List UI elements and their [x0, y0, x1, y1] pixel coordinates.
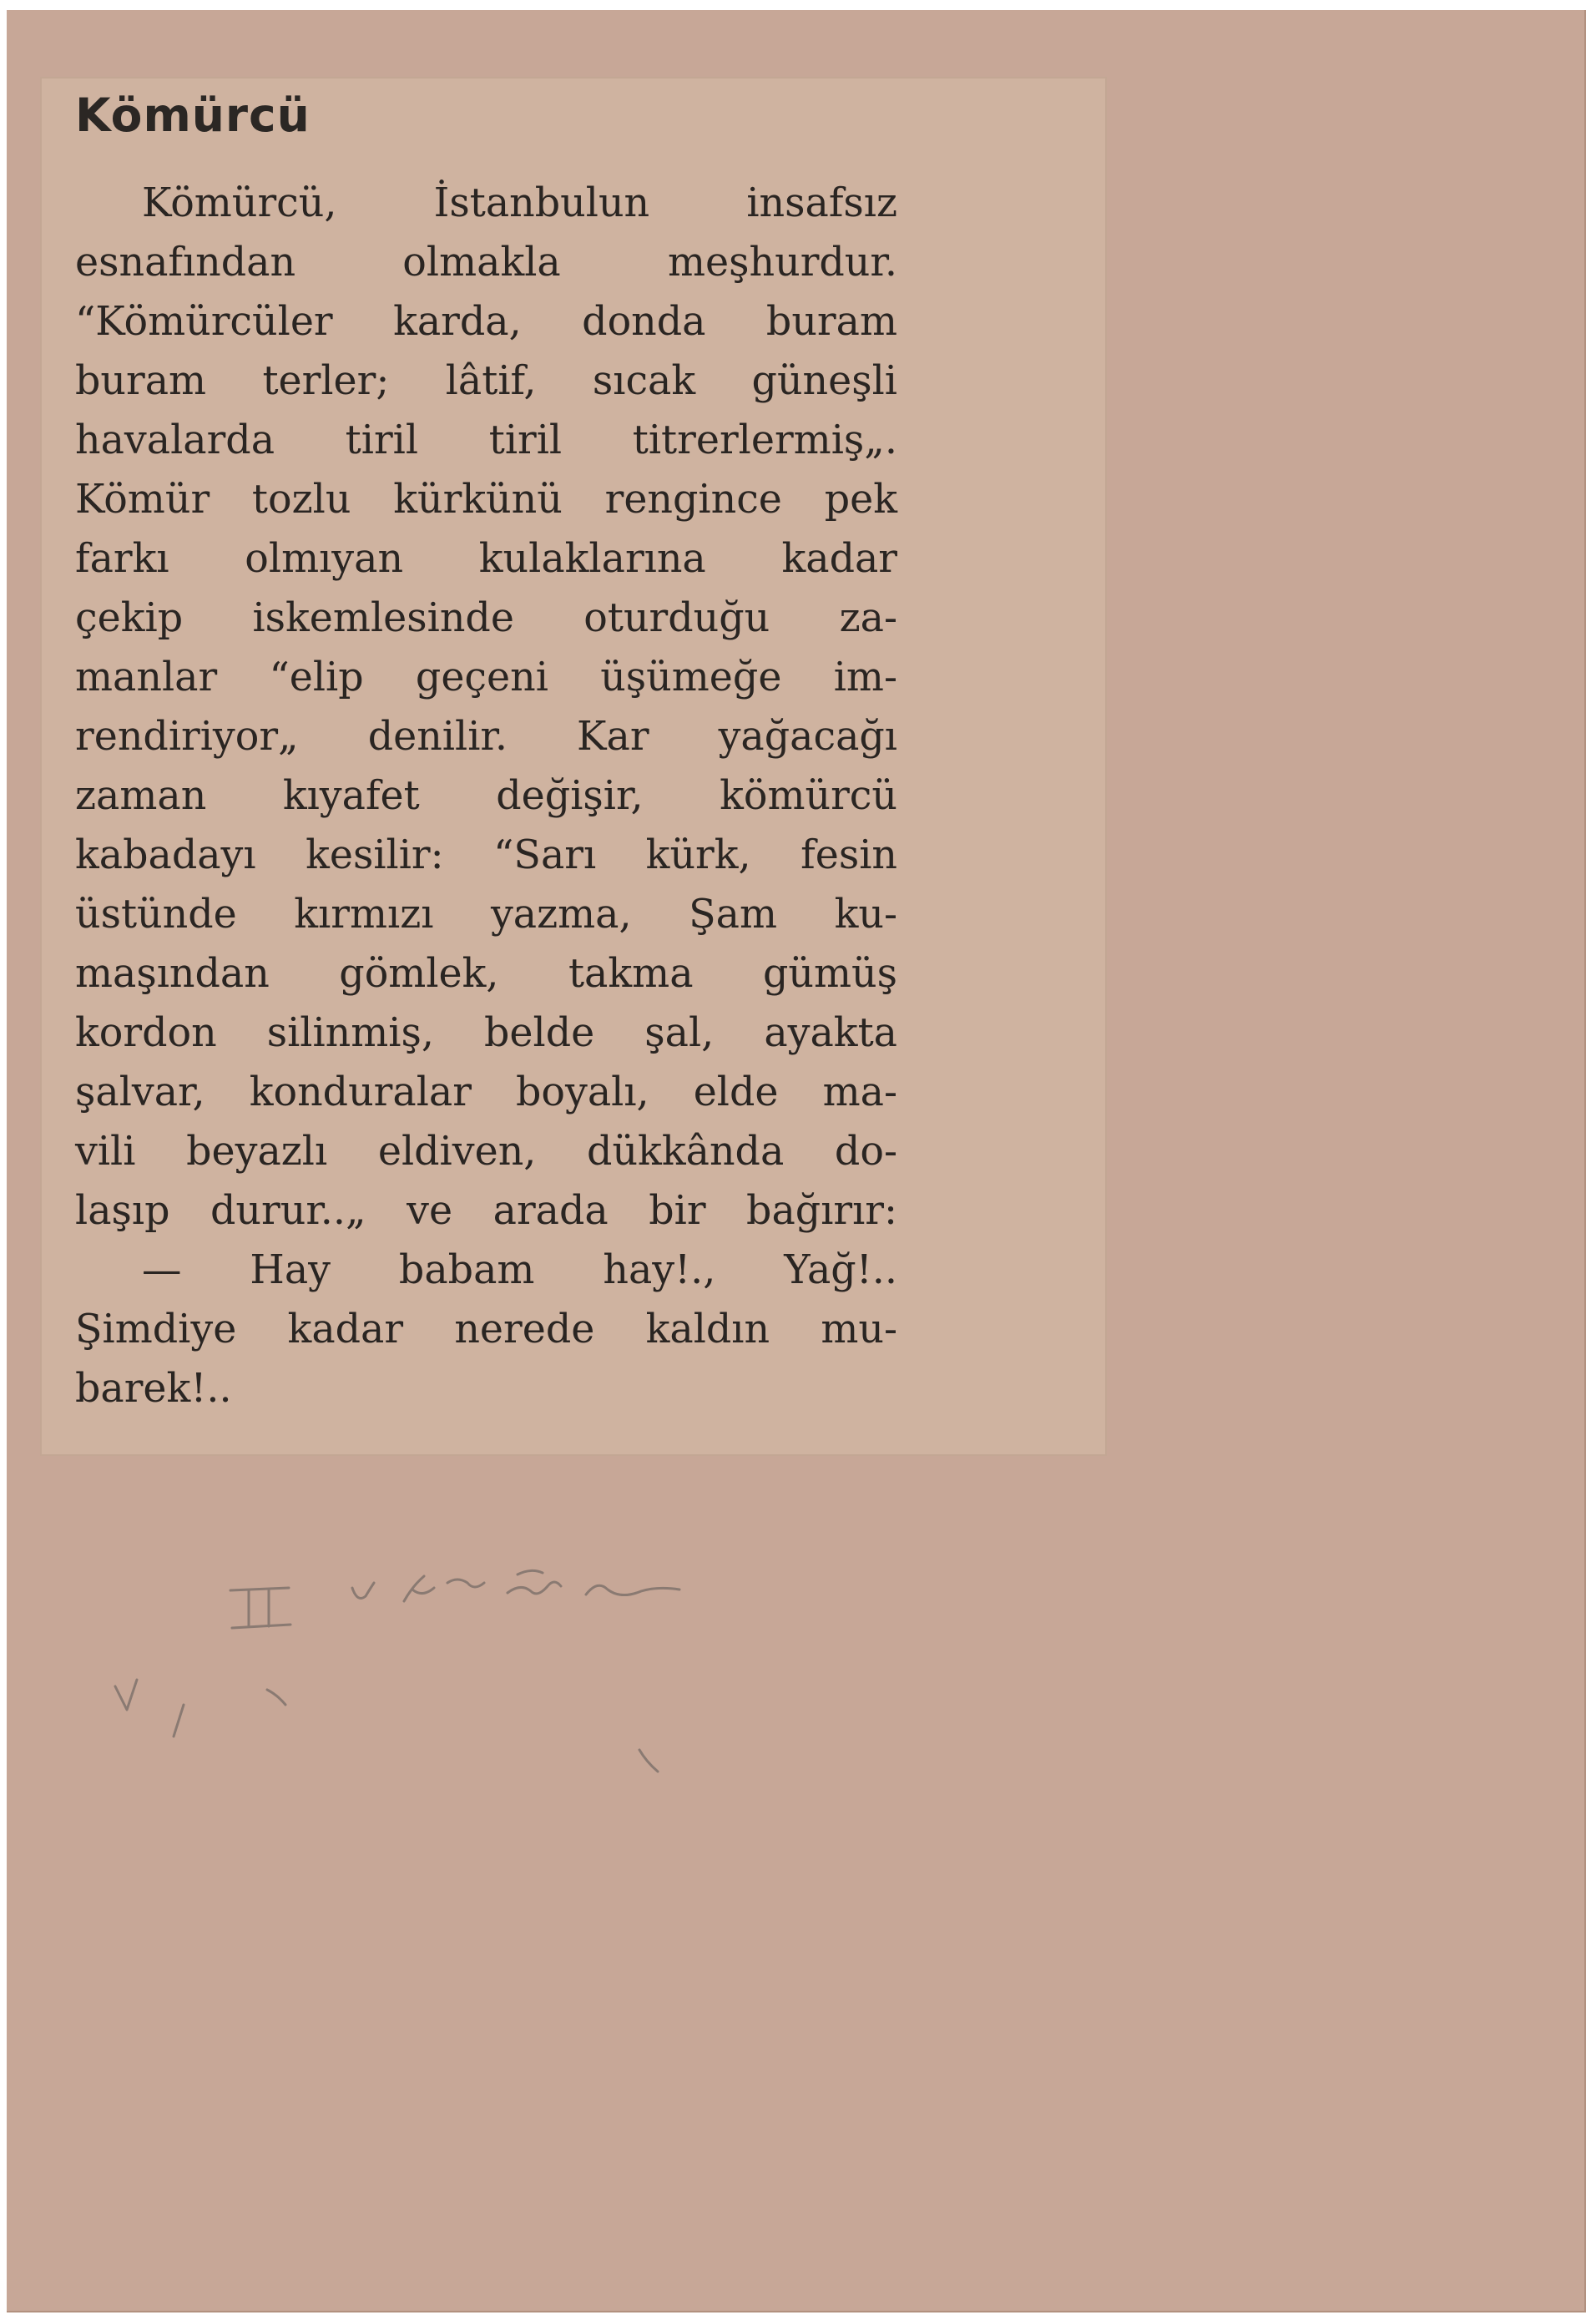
- article-line: buram terler; lâtif, sıcak güneşli: [75, 358, 897, 404]
- archive-sheet: [7, 10, 1586, 2312]
- article-line: laşıp durur..„ ve arada bir bağırır:: [75, 1188, 897, 1234]
- article-line: kordon silinmiş, belde şal, ayakta: [75, 1010, 897, 1056]
- article-line: şalvar, konduralar boyalı, elde ma-: [75, 1069, 897, 1115]
- article-line: “Kömürcüler karda, donda buram: [75, 299, 897, 345]
- article-line: Şimdiye kadar nerede kaldın mu-: [75, 1307, 897, 1352]
- article-line: havalarda tiril tiril titrerlermiş„.: [75, 417, 897, 463]
- article-headline: Kömürcü: [75, 88, 311, 142]
- article-line: kabadayı kesilir: “Sarı kürk, fesin: [75, 832, 897, 878]
- article-line: vili beyazlı eldiven, dükkânda do-: [75, 1129, 897, 1175]
- article-body: [75, 174, 897, 1418]
- article-line: zaman kıyafet değişir, kömürcü: [75, 773, 897, 819]
- article-line: çekip iskemlesinde oturduğu za-: [75, 595, 897, 641]
- article-line: maşından gömlek, takma gümüş: [75, 951, 897, 997]
- article-line: — Hay babam hay!., Yağ!..: [142, 1247, 897, 1293]
- article-line: esnafından olmakla meşhurdur.: [75, 240, 897, 286]
- article-line: Kömürcü, İstanbulun insafsız: [142, 180, 897, 226]
- article-line: farkı olmıyan kulaklarına kadar: [75, 536, 897, 582]
- article-line: rendiriyor„ denilir. Kar yağacağı: [75, 714, 897, 760]
- article-line: manlar “elip geçeni üşümeğe im-: [75, 655, 897, 700]
- newspaper-clipping: [40, 77, 1107, 1456]
- article-line: barek!..: [75, 1366, 232, 1412]
- article-line: Kömür tozlu kürkünü rengince pek: [75, 477, 897, 523]
- article-line: üstünde kırmızı yazma, Şam ku-: [75, 892, 897, 938]
